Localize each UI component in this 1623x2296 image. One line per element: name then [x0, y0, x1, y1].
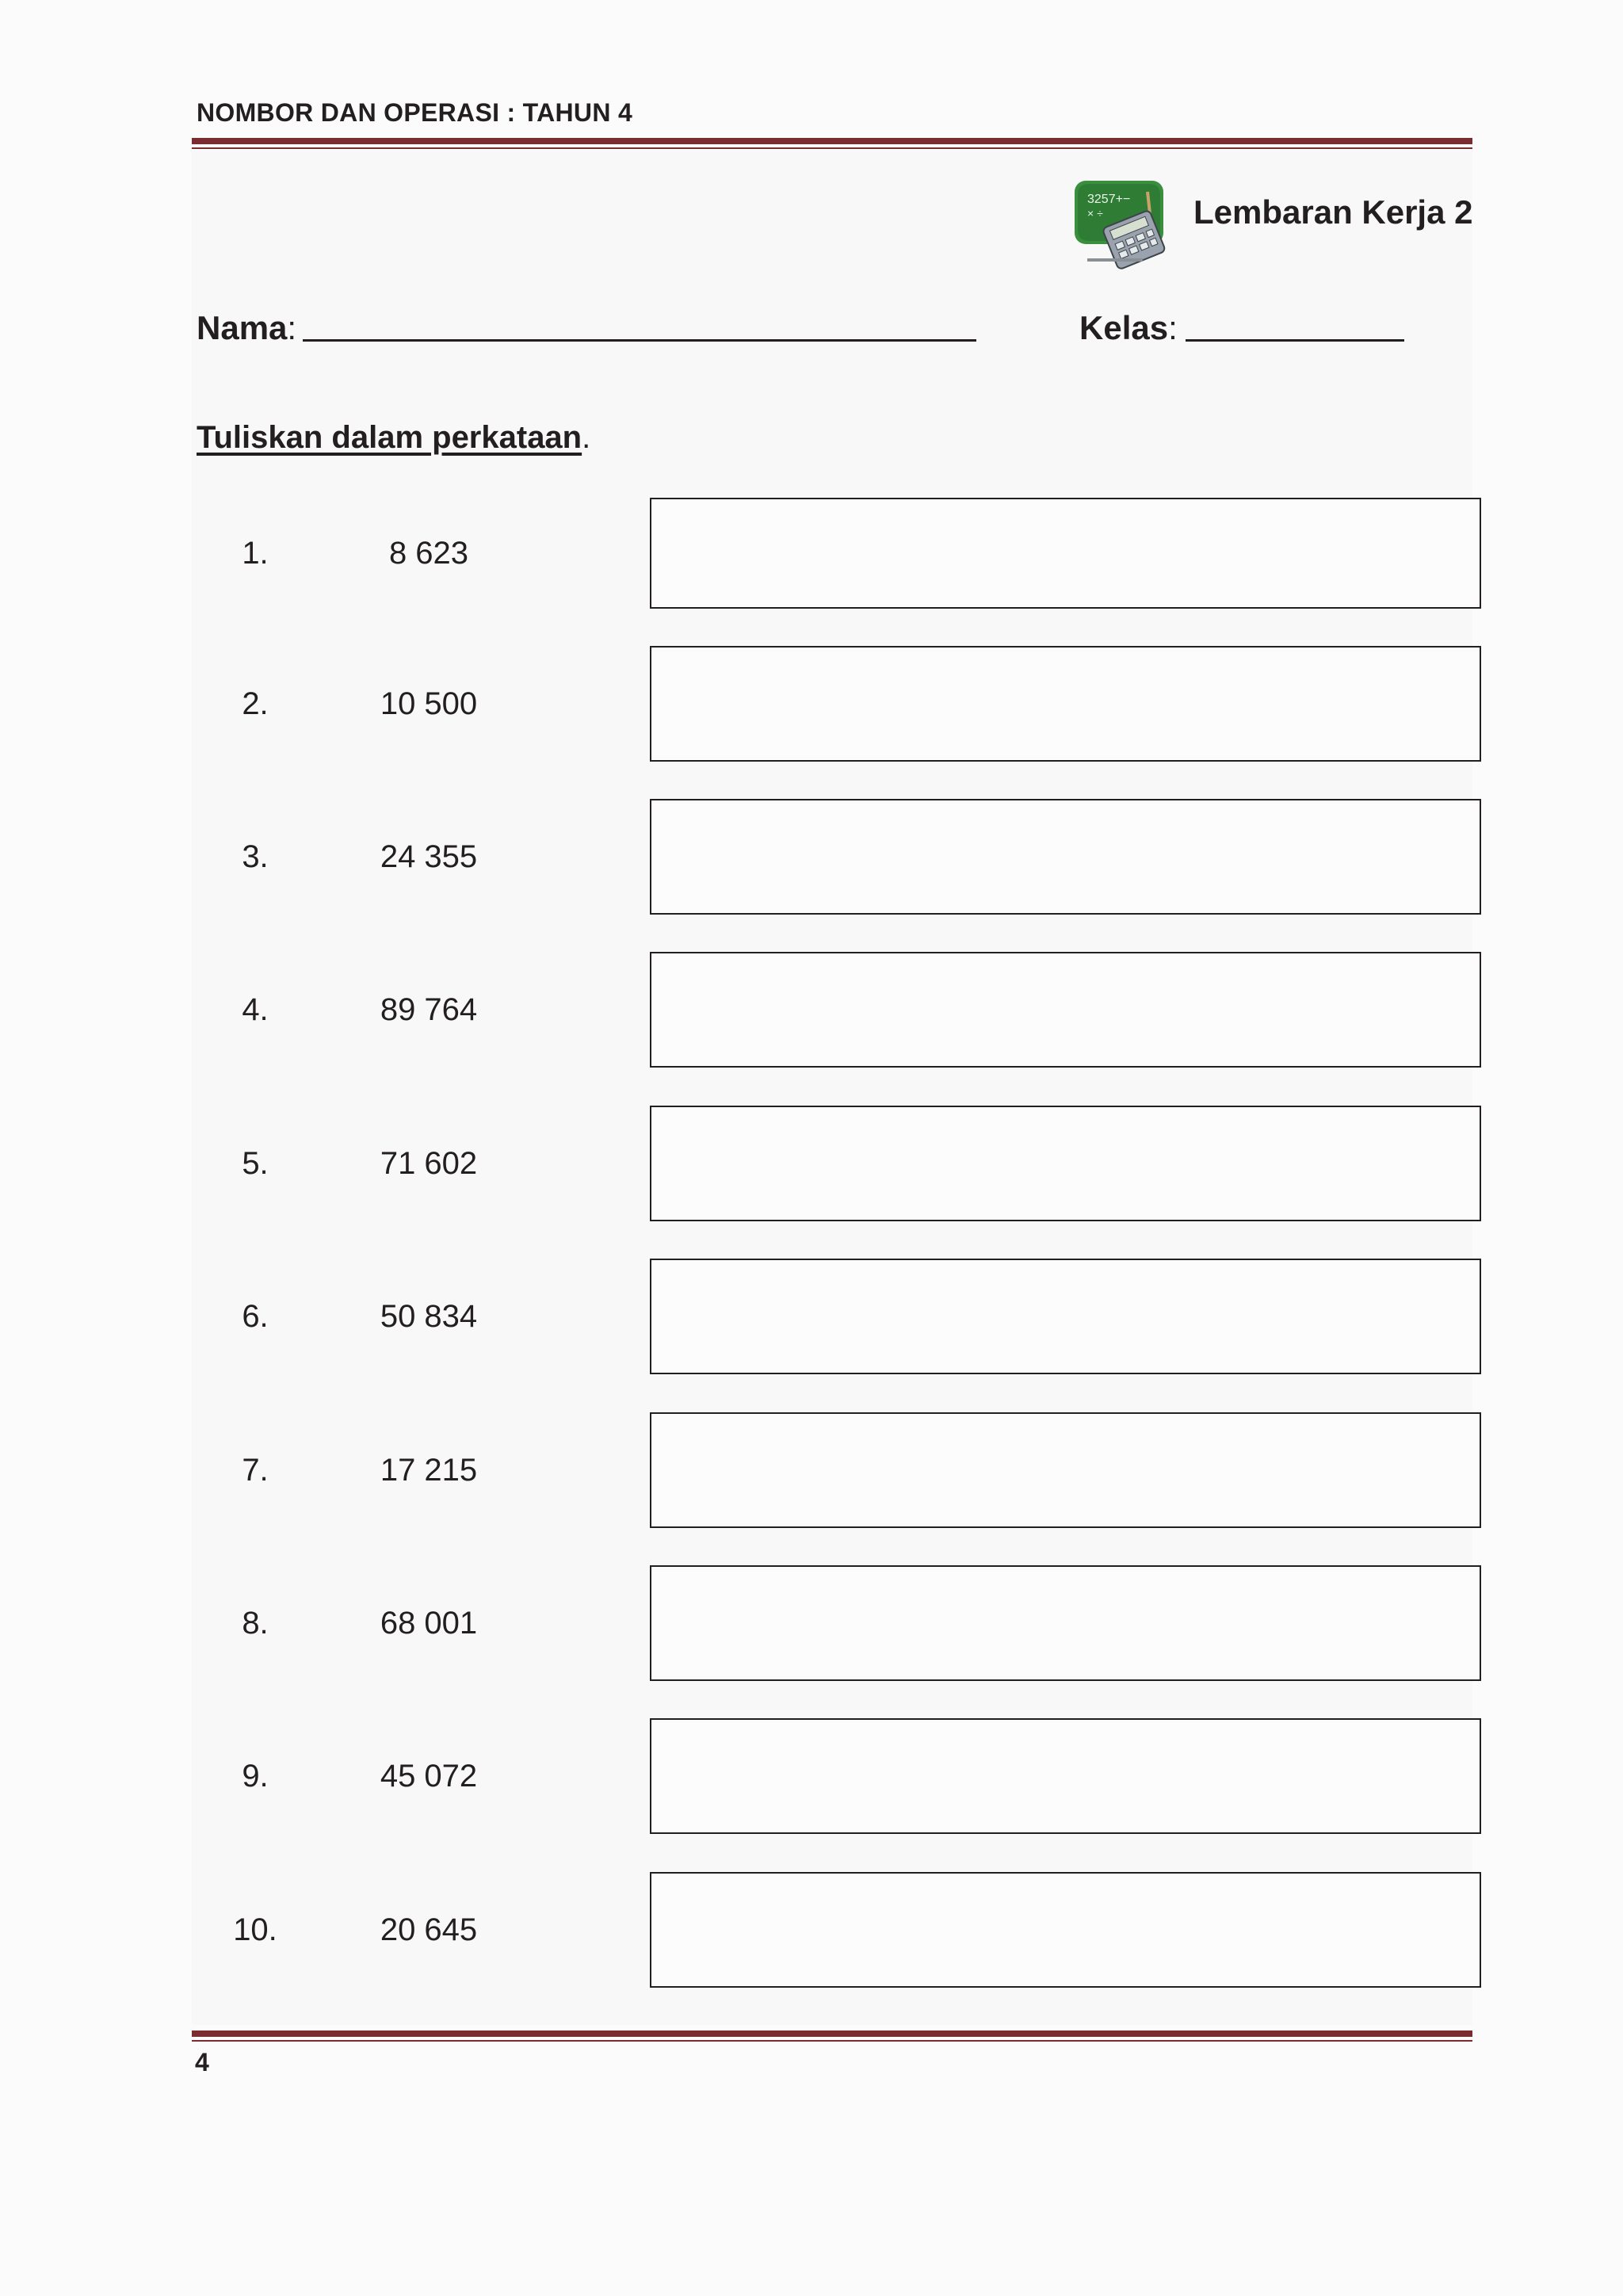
answer-box[interactable]	[650, 1565, 1481, 1681]
name-label	[197, 309, 296, 347]
question-number: 3.	[242, 839, 269, 874]
question-number: 6.	[242, 1299, 269, 1334]
header-title: NOMBOR DAN OPERASI : TAHUN 4	[197, 98, 633, 127]
answer-box[interactable]	[650, 1106, 1481, 1221]
header-rule-thin	[192, 147, 1472, 149]
class-label-text: Kelas	[1079, 309, 1169, 346]
answer-box[interactable]	[650, 799, 1481, 915]
svg-text:× ÷: × ÷	[1087, 207, 1103, 220]
name-field[interactable]	[303, 339, 976, 342]
instruction	[197, 420, 590, 456]
question-value: 10 500	[380, 686, 478, 721]
question-number: 5.	[242, 1146, 269, 1181]
question-number: 1.	[242, 536, 269, 571]
worksheet-title: Lembaran Kerja 2	[1193, 193, 1473, 231]
answer-box[interactable]	[650, 1412, 1481, 1528]
footer-rule-thin	[192, 2040, 1472, 2042]
answer-box[interactable]	[650, 498, 1481, 609]
question-value: 68 001	[380, 1606, 478, 1641]
instruction-text: Tuliskan dalam perkataan	[197, 420, 582, 455]
question-number: 10.	[233, 1912, 277, 1947]
name-colon: :	[287, 309, 297, 346]
question-value: 50 834	[380, 1299, 478, 1334]
calculator-chalkboard-icon	[1071, 176, 1179, 269]
answer-box[interactable]	[650, 646, 1481, 762]
question-number: 9.	[242, 1759, 269, 1794]
question-value: 17 215	[380, 1453, 478, 1488]
class-field[interactable]	[1186, 339, 1404, 342]
footer-rule-thick	[192, 2030, 1472, 2037]
class-label	[1079, 309, 1178, 347]
question-number: 4.	[242, 992, 269, 1027]
answer-box[interactable]	[650, 1872, 1481, 1988]
answer-box[interactable]	[650, 1718, 1481, 1834]
question-value: 24 355	[380, 839, 478, 874]
question-value: 20 645	[380, 1912, 478, 1947]
question-value: 71 602	[380, 1146, 478, 1181]
class-colon: :	[1168, 309, 1178, 346]
question-number: 8.	[242, 1606, 269, 1641]
answer-box[interactable]	[650, 1259, 1481, 1374]
instruction-period: .	[582, 420, 591, 455]
name-label-text: Nama	[197, 309, 288, 346]
question-number: 7.	[242, 1453, 269, 1488]
question-number: 2.	[242, 686, 269, 721]
question-value: 89 764	[380, 992, 478, 1027]
answer-box[interactable]	[650, 952, 1481, 1068]
header-rule-thick	[192, 138, 1472, 144]
svg-text:3257+−: 3257+−	[1087, 193, 1131, 206]
page-number: 4	[195, 2048, 209, 2076]
question-value: 8 623	[388, 536, 469, 571]
question-value: 45 072	[380, 1759, 478, 1794]
